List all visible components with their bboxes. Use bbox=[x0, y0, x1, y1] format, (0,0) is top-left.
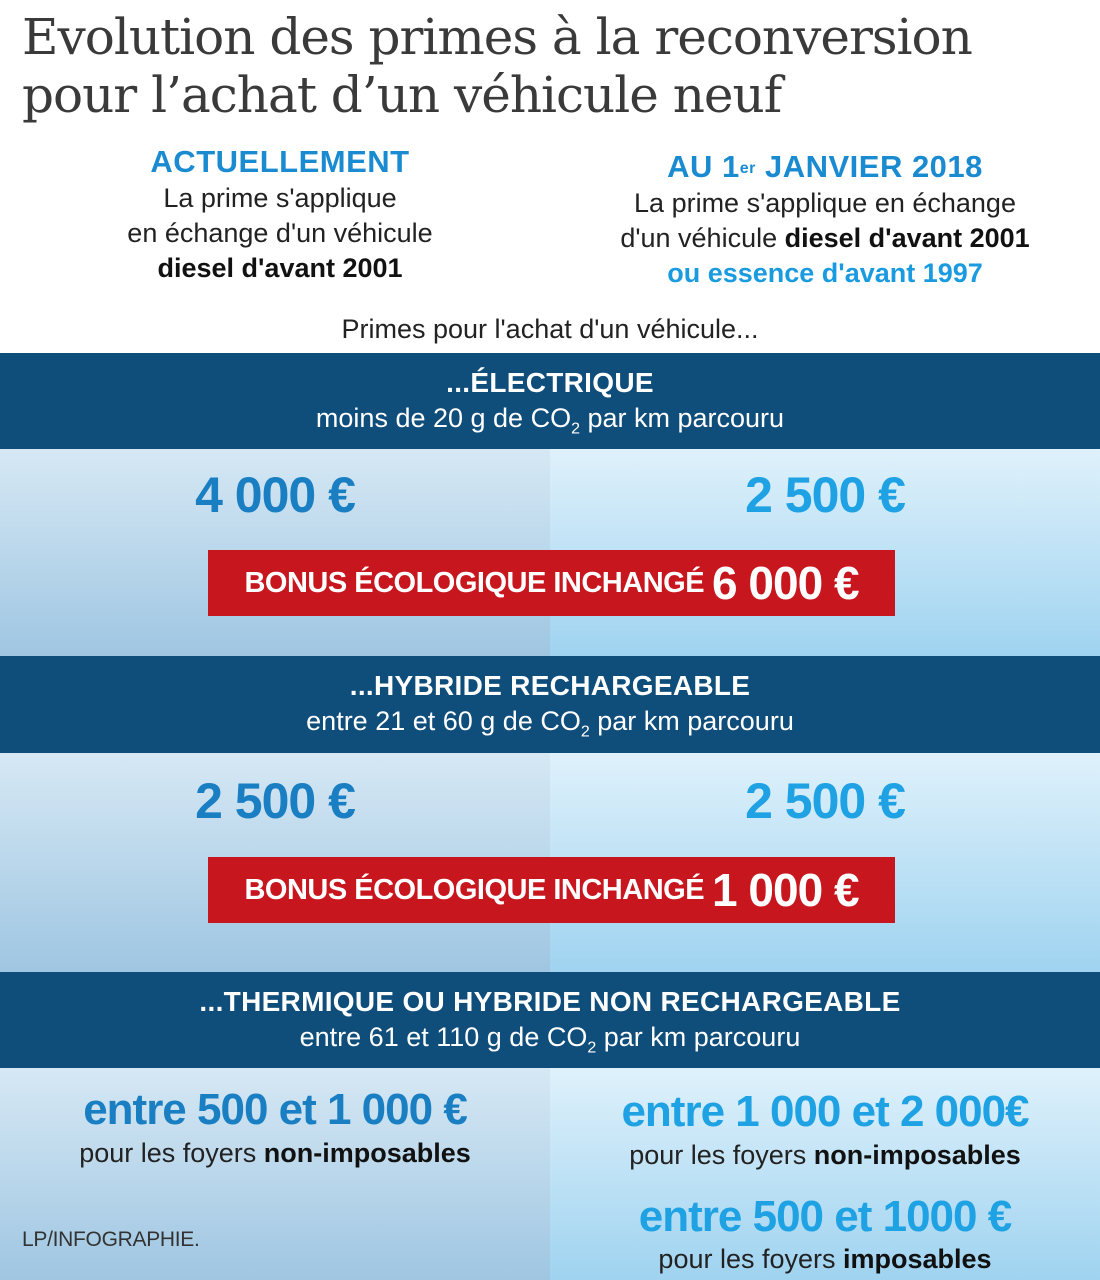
current-label: ACTUELLEMENT bbox=[150, 144, 410, 179]
zone-electrique bbox=[0, 449, 1100, 656]
hybride-bonus-label: BONUS ÉCOLOGIQUE INCHANGÉ bbox=[244, 874, 705, 906]
thermique-title: ...THERMIQUE OU HYBRIDE NON RECHARGEABLE bbox=[199, 986, 901, 1017]
title-line-1: Evolution des primes à la reconversion bbox=[22, 8, 972, 66]
electrique-bonus bbox=[208, 550, 895, 616]
current-diesel: diesel d'avant 2001 bbox=[157, 253, 403, 283]
future-line-1: La prime s'applique en échange bbox=[634, 188, 1016, 218]
electrique-bonus-value: 6 000 € bbox=[712, 557, 859, 609]
future-line-3: ou essence d'avant 1997 bbox=[667, 258, 983, 288]
future-line-2: d'un véhicule diesel d'avant 2001 bbox=[620, 223, 1030, 253]
electrique-current-amount: 4 000 € bbox=[195, 467, 355, 523]
thermique-future-amount-non-imposable: entre 1 000 et 2 000€ bbox=[621, 1087, 1029, 1136]
thermique-future-condition-imposable: pour les foyers imposables bbox=[658, 1244, 992, 1274]
hybride-current-amount: 2 500 € bbox=[195, 773, 355, 829]
title-line-2: pour l’achat d’un véhicule neuf bbox=[22, 66, 782, 124]
thermique-current-amount: entre 500 et 1 000 € bbox=[83, 1085, 467, 1134]
thermique-subtitle: entre 61 et 110 g de $CO_2$ par km parcouru bbox=[299, 1022, 801, 1057]
future-label: AU 1er JANVIER 2018 bbox=[667, 149, 983, 184]
band-thermique bbox=[0, 972, 1100, 1068]
hybride-title: ...HYBRIDE RECHARGEABLE bbox=[349, 670, 751, 701]
hybride-future-amount: 2 500 € bbox=[745, 773, 905, 829]
electrique-bonus-label: BONUS ÉCOLOGIQUE INCHANGÉ bbox=[244, 567, 705, 599]
intro-text: Primes pour l'achat d'un véhicule... bbox=[341, 314, 759, 344]
zone-hybride bbox=[0, 753, 1100, 972]
hybride-subtitle: entre 21 et 60 g de $CO_2$ par km parcouru bbox=[306, 706, 794, 741]
thermique-future-amount-imposable: entre 500 et 1000 € bbox=[638, 1192, 1012, 1241]
current-line-2: en échange d'un véhicule bbox=[127, 218, 433, 248]
band-hybride bbox=[0, 656, 1100, 753]
current-line-1: La prime s'applique bbox=[163, 183, 397, 213]
thermique-current-condition: pour les foyers non-imposables bbox=[79, 1138, 471, 1168]
current-rules bbox=[60, 143, 500, 286]
credit: LP/INFOGRAPHIE. bbox=[22, 1228, 200, 1251]
electrique-subtitle: moins de 20 g de $CO_2$ par km parcouru bbox=[315, 403, 785, 438]
band-electrique bbox=[0, 353, 1100, 449]
hybride-bonus-value: 1 000 € bbox=[712, 864, 859, 916]
page-title bbox=[22, 8, 1082, 124]
thermique-future-condition-non-imposable: pour les foyers non-imposables bbox=[629, 1140, 1021, 1170]
future-rules bbox=[570, 148, 1080, 291]
hybride-bonus bbox=[208, 857, 895, 923]
electrique-future-amount: 2 500 € bbox=[745, 467, 905, 523]
electrique-title: ...ÉLECTRIQUE bbox=[446, 367, 654, 398]
